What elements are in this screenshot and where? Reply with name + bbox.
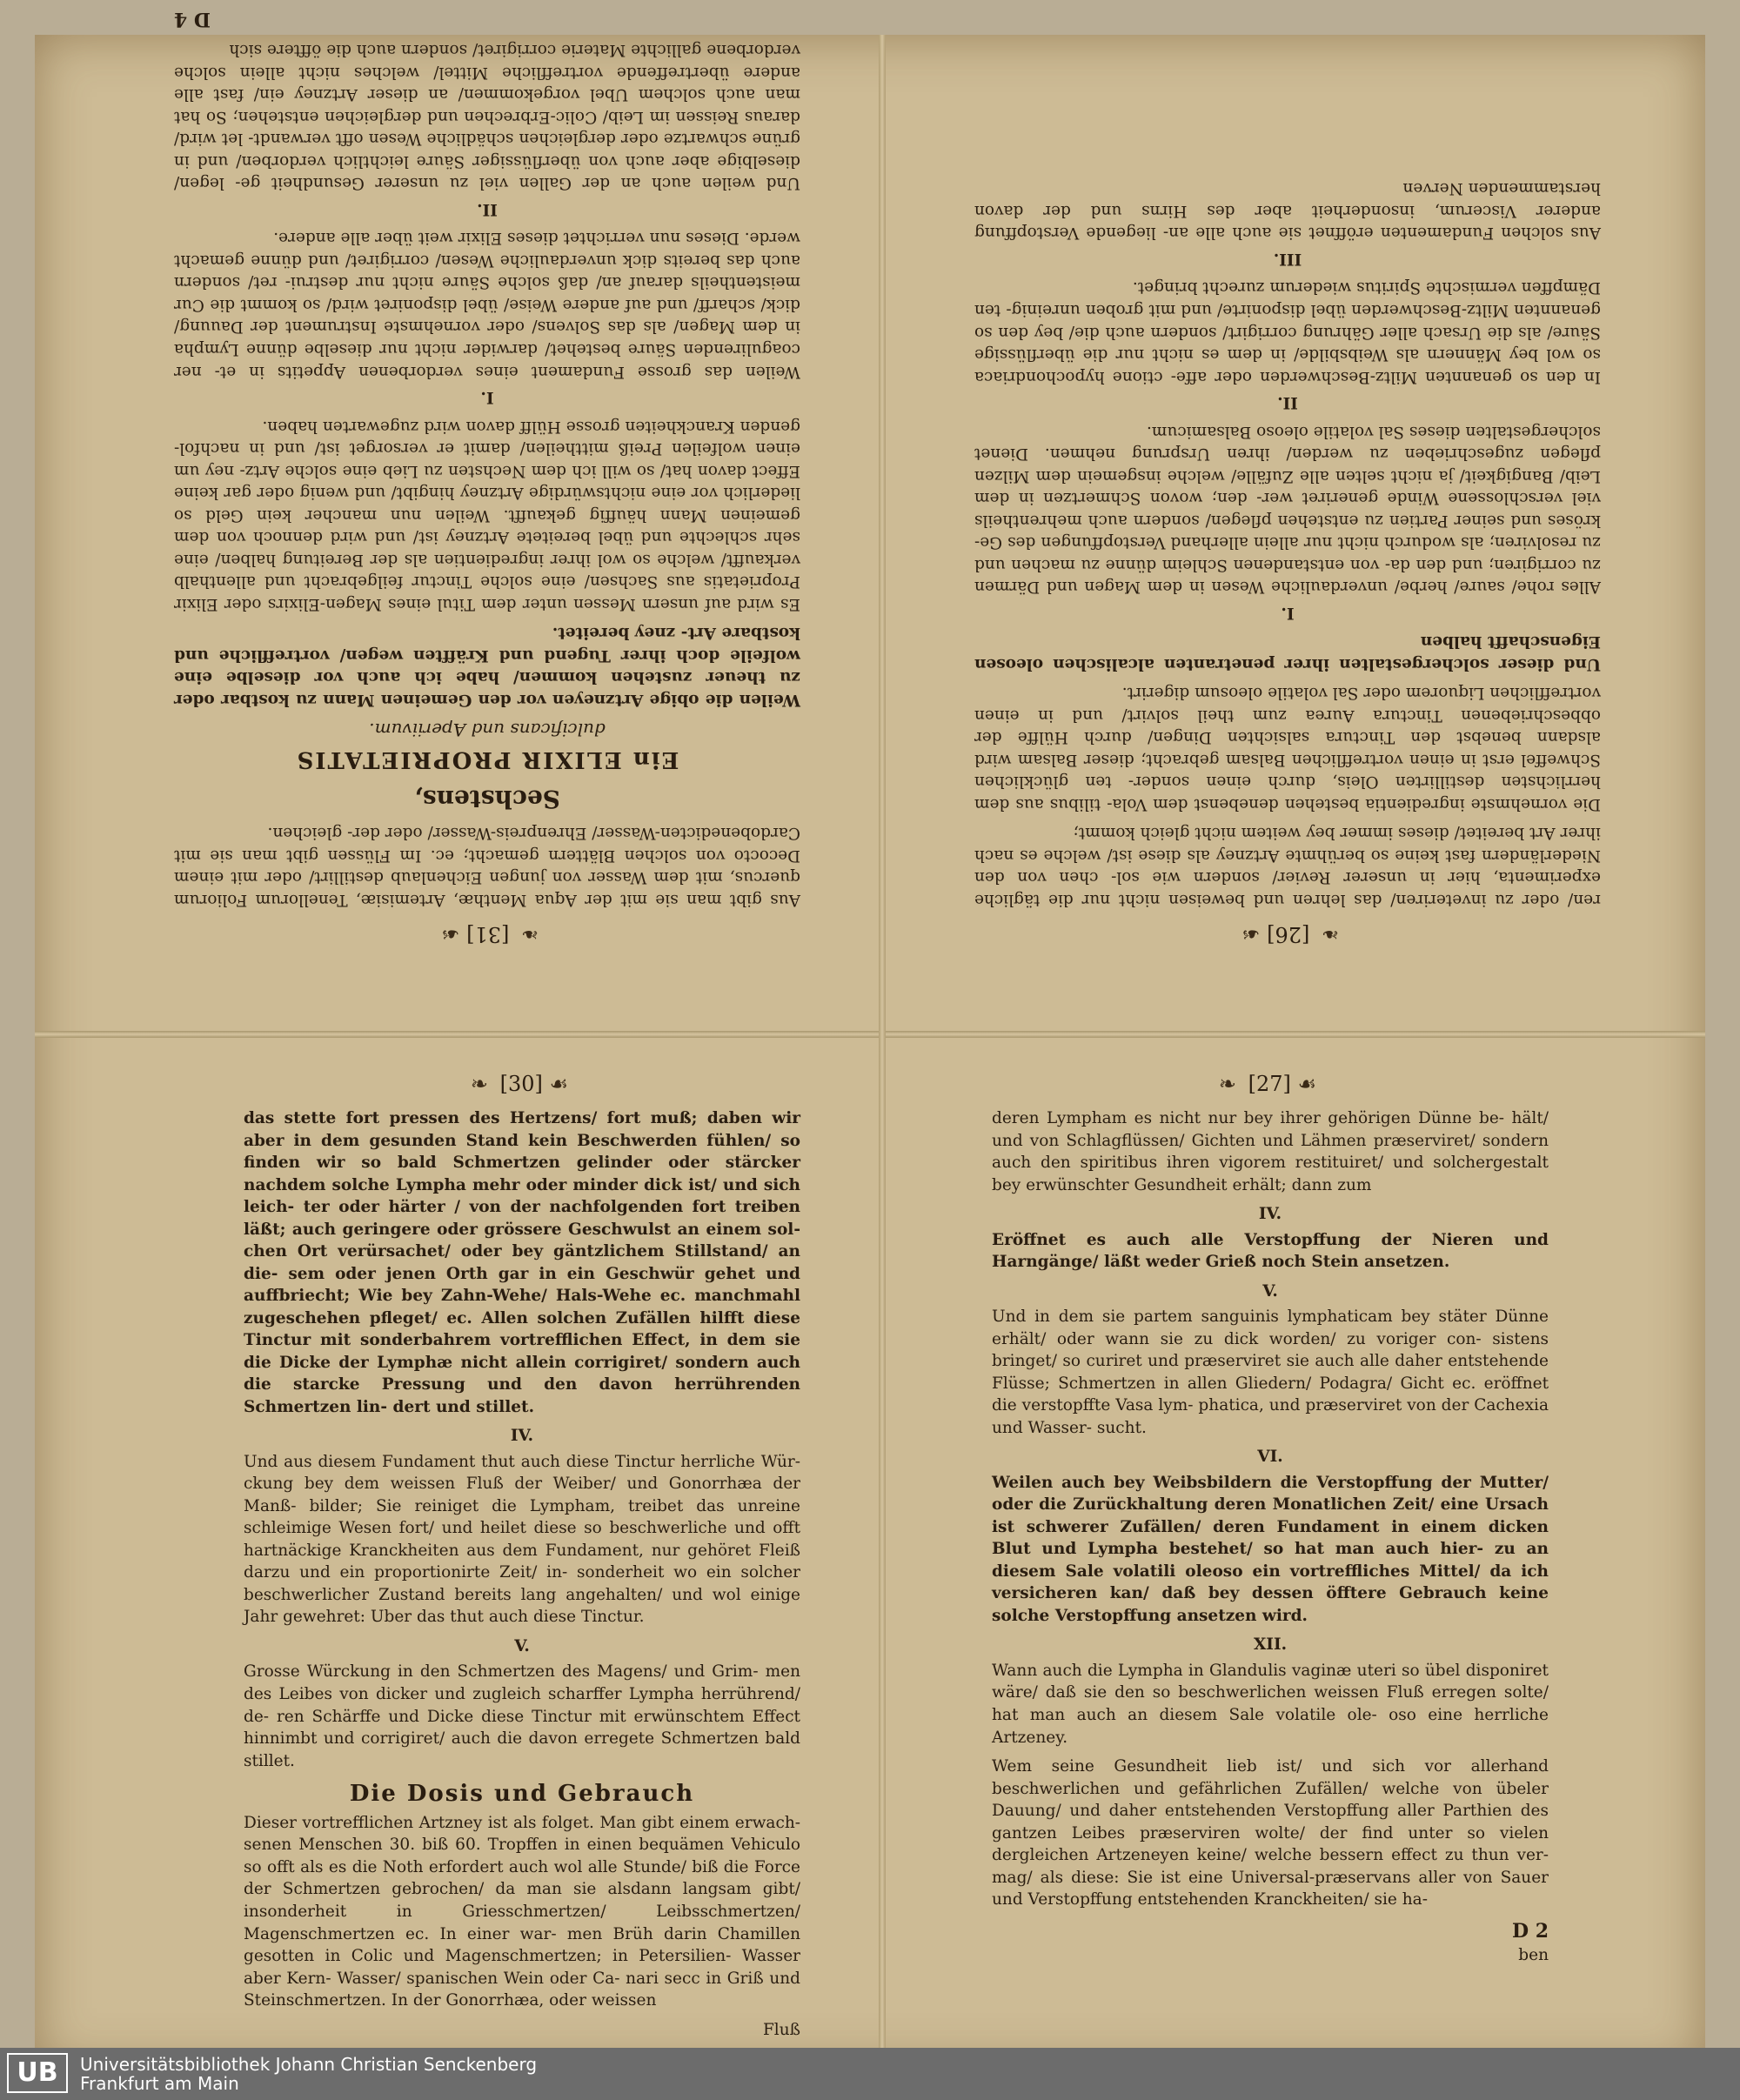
- page-26: [974, 78, 1601, 948]
- roman-numeral: XII.: [1253, 1635, 1288, 1655]
- paragraph: Dieser vortrefflichen Artzney ist als folget. Man gibt einem erwach- senen Menschen 30. biß 60. Tropffen in einen bequämen Vehiculo so offt als es die Noth erfordert auch wol alle Stunde/ biß die Force der Schmertzen gebrochen/ da man sie alsdann langsam gibt/ insonderheit in Griesschmertzen/ Leibsschmertzen/ Magenschmertzen ec. In einer war- men Brüh darin Chamillen gesotten in Colic und Magenschmertzen; in Petersilien- Wasser aber Kern- Wasser/ spanischen Wein oder Ca- nari secc in Griß und Steinschmertzen. In der Gonorrhæa, oder weissen: [244, 1813, 800, 2010]
- paragraph: Die vornehmste ingredientia bestehen denebenst dem Vola- tilibus aus dem herrlichsten destillirten Oleis, durch einen sonder- ten glücklichen Schweffel erst in einen vortrefflichen Balsam gebracht; dieser Balsam wird alsdann benebst den Tinctura salsichten Dingen/ durch Hülffe der obbeschriebenen Tinctura Aurea zum theil solvirt/ und in einen vortrefflichen Liquorem oder Sal volatile oleosum digerirt.: [974, 684, 1601, 813]
- paragraph: Eröffnet es auch alle Verstopffung der Nieren und Harngänge/ läßt weder Grieß noch Stein ansetzen.: [992, 1230, 1549, 1272]
- paragraph: Und aus diesem Fundament thut auch diese Tinctur herrliche Wür- ckung bey dem weissen Fluß der Weiber/ und Gonorrhæa der Manß- bilder; Sie reiniget die Lympham, treibet das unreine schleimige Wesen fort/ und heilet diese so beschwerliche und offt hartnäckige Kranckheiten aus dem Fundament, nur gehöret Fleiß darzu und ein proportionirte Zeit/ in- sonderheit wo ein solcher beschwerlicher Zustand bereits lang angehalten/ und wol einige Jahr gewehret: Uber das thut auch diese Tinctur.: [244, 1452, 800, 1627]
- paragraph: In den so genannten Miltz-Beschwerden oder affe- ctione hypochondriaca so wol bey Männern als Weibsbilde/ in dem es nicht nur die überflüssige Säure/ als die Ursach aller Gährung corrigirt/ sondern auch die/ bey den so genannten Miltz-Beschwerden übel disponirte/ und mit groben unreinig- ten Dämpffen vermischte Spiritus wiederum zurecht bringet.: [974, 278, 1601, 386]
- horizontal-fold: [35, 1031, 1705, 1038]
- page-27: [992, 1070, 1549, 1967]
- section-heading: Die Dosis und Gebrauch: [349, 1781, 695, 1808]
- roman-numeral: IV.: [510, 1427, 534, 1446]
- paragraph: Grosse Würckung in den Schmertzen des Magens/ und Grim- men des Leibes von dicker und zugleich scharffer Lympha herrührend/ de- ren Schärffe und Dicke diese Tinctur mit erwünschtem Effect hinnimbt und corrigiret/ auch die davon erregete Schmertzen bald stillet.: [244, 1662, 800, 1770]
- library-name: [80, 2055, 537, 2093]
- paragraph: Weilen das grosse Fundament eines verdorbenen Appetits in et- ner coagulirenden Säure bestehet/ darwider nicht nur dieselbe dünne Lympha in dem Magen/ als das Solvens/ oder vornehmste Instrument der Dauung/ dick/ scharff/ und auf andere Weise/ übel disponiret wird/ so kommt die Cur meistentheils darauf an/ daß solche Säure nicht nur destrui- ret/ sondern auch das bereits dick unverdauliche Wesen/ corrigiret/ und dünne gemacht werde. Dieses nun verrichtet dieses Elixir weit über alle andere.: [174, 229, 800, 381]
- paragraph: Und dieser solchergestalten ihrer penetranten alcalischen oleosen Eigenschafft halben: [974, 632, 1601, 673]
- roman-numeral: I.: [1281, 603, 1295, 622]
- page-31: [174, 7, 800, 948]
- paragraph: ren/ oder zu inveteriren/ das lehren und beweisen nicht nur die tägliche experimenta, hier in unserer Revier/ sondern wie sol- chen von den Niederländern fast keine so berühmte Artzney als diese ist/ welche es nach ihrer Art bereitet/ dieses immer bey weitem nicht gleich kommt;: [974, 824, 1601, 909]
- paragraph: Es wird auf unsern Messen unter dem Titul eines Magen-Elixirs oder Elixir Proprietatis aus Sachsen/ eine solche Tinctur feilgebracht und allenthalb verkaufft/ welche so wol ihrer ingredientien als der Bereitung halben/ eine sehr schlechte und übel bereitete Artzney ist/ und wird dennoch von dem gemeinen Mann häuffig gekaufft. Weilen nun mancher kein Geld so liederlich vor eine nichtswürdige Artzney hingibt/ und wenig oder gar keine Effect davon hat/ so will ich dem Nechsten zu Lieb eine solche Artz- ney um einen wolfeilen Preiß mittheilen/ damit er versorget ist/ und in nachfol- genden Kranckheiten grosse Hülff davon wird zugewarten haben.: [174, 417, 800, 613]
- paragraph: Weilen die obige Artzneyen vor den Gemeinen Mann zu kostbar oder zu theuer zustehen kommen/ habe ich auch vor dieselbe eine wolfeile doch ihrer Tugend und Kräfften wegen/ vortreffliche und kostbare Art- zney bereitet.: [174, 624, 800, 709]
- roman-numeral: V.: [1262, 1281, 1278, 1301]
- paragraph: Alles rohe/ saure/ herbe/ unverdauliche Wesen in dem Magen und Därmen zu corrigiren; und den da- von entstandenen Schleim dünne zu machen und zu resolviren; als wodurch nicht nur allein allerhand Verstopffungen des Ge- kröses und seiner Partien zu entstehen pflegen/ sondern auch mehrentheils viel verschlossene Winde generiret wer- den; wovon Schmertzen in dem Leib/ Bangigkeit/ ja nicht selten alle Zufälle/ welche insgemein dem Milzen pflegen zugeschrieben zu werden/ ihren Ursprung nehmen. Dienet solchergestalten dieses Sal volatile oleoso Balsamicum.: [974, 422, 1601, 597]
- paragraph: Und in dem sie partem sanguinis lymphaticam bey stäter Dünne erhält/ oder wann sie zu dick worden/ zu voriger con- sistens bringet/ so curiret und præserviret sie auch alle daher entstehende Flüsse; Schmertzen in allen Gliedern/ Podagra/ Gicht ec. eröffnet die verstopffte Vasa lym- phatica, und præserviret von der Cachexia und Wasser- sucht.: [992, 1307, 1549, 1437]
- paragraph: Wann auch die Lympha in Glandulis vaginæ uteri so übel disponiret wäre/ daß sie den so beschwerlichen weissen Fluß erregen solte/ hat man auch an diesem Sale volatile ole- oso eine herrliche Artzeney.: [992, 1661, 1549, 1747]
- library-footer: [0, 2048, 1740, 2100]
- paragraph: Aus solchen Fundamenten eröffnet sie auch alle an- liegende Verstopffung anderer Viscerum, insonderheit aber des Hirns und der davon herstammenden Nerven: [974, 179, 1601, 243]
- library-name-line1: Universitätsbibliothek Johann Christian Senckenberg: [80, 2054, 538, 2075]
- catchword: Fluß: [762, 2020, 800, 2039]
- roman-numeral: VI.: [1257, 1448, 1283, 1467]
- roman-numeral: III.: [1273, 249, 1302, 268]
- elixir-subtitle: dulcificans und Aperiivum.: [369, 719, 606, 741]
- ub-logo-icon: UB: [7, 2053, 68, 2093]
- page-30: [244, 1070, 800, 2041]
- roman-numeral: II.: [477, 199, 498, 218]
- signature-mark: D 2: [1511, 1919, 1549, 1943]
- roman-numeral: I.: [480, 388, 494, 407]
- vertical-fold: [879, 35, 886, 2070]
- roman-numeral: II.: [1277, 393, 1298, 412]
- library-name-line2: Frankfurt am Main: [80, 2073, 239, 2094]
- roman-numeral: IV.: [1258, 1205, 1282, 1224]
- roman-numeral: V.: [514, 1636, 530, 1655]
- paragraph: Weilen auch bey Weibsbildern die Verstopffung der Mutter/ oder die Zurückhaltung deren Monatlichen Zeit/ eine Ursach ist schwerer Zufällen/ deren Fundament in einem dicken Blut und Lympha bestehet/ so hat man auch hier- zu an diesem Sale volatili oleoso ein vortreffliches Mittel/ da ich versicheren kan/ daß bey dessen öfftere Gebrauch keine solche Verstopffung ansetzen wird.: [992, 1473, 1549, 1625]
- paragraph: das stette fort pressen des Hertzens/ fort muß; daben wir aber in dem gesunden Stand kein Beschwerden fühlen/ so finden wir so bald Schmertzen gelinder oder stärcker nachdem solche Lympha mehr oder minder dick ist/ und sich leich- ter oder härter / von der nachfolgenden fort treiben läßt; auch geringere oder grössere Geschwulst an einem sol- chen Ort verürsachet/ oder bey gäntzlichem Stillstand/ an die- sem oder jenen Orth gar in ein Geschwür gehet und auffbriecht; Wie bey Zahn-Wehe/ Hals-Wehe ec. manchmahl zugeschehen pfleget/ ec. Allen solchen Zufällen hilfft diese Tinctur mit sonderbahrem vortrefflichen Effect, in dem sie die Dicke der Lymphæ nicht allein corrigiret/ sondern auch die starcke Pressung und den davon herrührenden Schmertzen lin- dert und stillet.: [244, 1109, 800, 1416]
- signature-mark: D 4: [174, 7, 211, 30]
- page-number: ❧ [30] ☙: [470, 1072, 574, 1096]
- page-number: ❧ [31] ☙: [435, 922, 539, 946]
- page-number: ❧ [26] ☙: [1235, 922, 1340, 946]
- paragraph: Aus gibt man sie mit der Aqua Menthæ, Artemisiæ, Tenellorum Foliorum quercus, mit dem Wasser von jungen Eichenlaub destillirt/ oder mit einem Decocto von solchen Blättern gemacht; ec. Im Flüssen gibt man sie mit Cardobenedicten-Wasser/ Ehrenpreis-Wasser/ oder der- gleichen.: [174, 824, 800, 909]
- paragraph: deren Lympham es nicht nur bey ihrer gehörigen Dünne be- hält/ und von Schlagflüssen/ Gichten und Lähmen præserviret/ sondern auch den spiritibus ihren vigorem restituiret/ und solchergestalt bey erwünschter Gesundheit erhält; dann zum: [992, 1109, 1549, 1194]
- elixir-title: Ein ELIXIR PROPRIETATIS: [295, 746, 679, 773]
- page-number: ❧ [27] ☙: [1218, 1072, 1322, 1096]
- section-heading: Sechstens,: [414, 784, 560, 813]
- library-logo[interactable]: [0, 2053, 75, 2095]
- paragraph: Und weilen auch an der Gallen viel zu unserer Gesundheit ge- legen/ dieselbige aber auch von überflüssiger Säure leichtlich verdorben/ und in grüne schwartze oder dergleichen schädliche Wesen offt verwandt- let wird/ daraus Reissen im Leib/ Colic-Erbrechen und dergleichen entstehen; So hat man auch solchem Ubel vorgekommen/ an dieser Artzney ein/ fast alle andere übertreffende vortreffliche Mittel/ welches nicht allein solche verdorbene gallichte Materie corrigiret/ sondern auch die öfftere sich: [174, 41, 800, 193]
- catchword: ben: [1518, 1946, 1549, 1964]
- paragraph: Wem seine Gesundheit lieb ist/ und sich vor allerhand beschwerlichen und gefährlichen Zufällen/ welche von übeler Dauung/ und daher entstehenden Verstopffung aller Parthien des gantzen Leibes præserviren wolte/ der find unter so vielen dergleichen Artzeneyen keine/ welche bessern effect zu thun ver- mag/ als diese: Sie ist eine Universal-præservans aller von Sauer und Verstopffung entstehenden Kranckheiten/ sie ha-: [992, 1757, 1549, 1909]
